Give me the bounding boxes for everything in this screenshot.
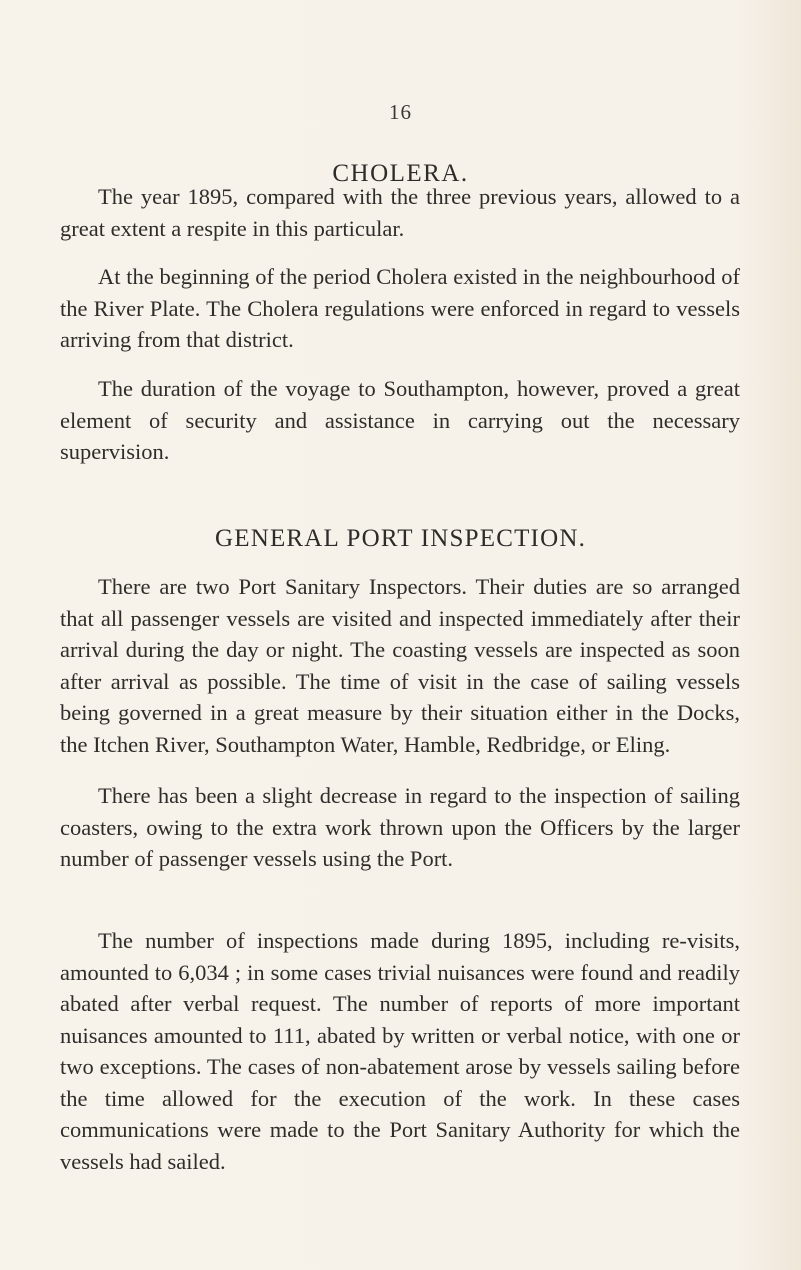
paragraph: The year 1895, compared with the three previous years, allowed to a great extent a respite in this particular. [60,184,740,241]
paragraph: At the beginning of the period Cholera existed in the neighbourhood of the River Plate. The Cholera regulations were enforced in regard to vessels arriving from that district. [60,264,740,352]
paragraph: The number of inspections made during 1895, including re-visits, amounted to 6,034 ; in some cases trivial nuisances were found and readily abated after verbal request. The number of reports of more important nuisances amounted to 111, abated by written or verbal notice, with one or two exceptions. The cases of non-abatement arose by vessels sailing before the time allowed for the execution of the work. In these cases communications were made to the Port Sanitary Authority for which the vessels had sailed. [60,928,740,1174]
section-heading-general-port-inspection: GENERAL PORT INSPECTION. [214,525,587,552]
section-heading-cholera: CHOLERA. [332,160,469,187]
paragraph: There has been a slight decrease in regard to the inspection of sailing coasters, owing to the extra work thrown upon the Officers by the larger number of passenger vessels using the Port. [60,783,740,871]
paragraph: The duration of the voyage to Southampton, however, proved a great element of security and assistance in carrying out the necessary supervision. [60,376,740,464]
page-number: 16 [389,100,412,124]
paragraph: There are two Port Sanitary Inspectors. Their duties are so arranged that all passenger vessels are visited and inspected immediately after their arrival during the day or night. The coasting vessels are inspected as soon after arrival as possible. The time of visit in the case of sailing vessels being governed in a great measure by their situation either in the Docks, the Itchen River, Southampton Water, Hamble, Redbridge, or Eling. [60,574,740,757]
